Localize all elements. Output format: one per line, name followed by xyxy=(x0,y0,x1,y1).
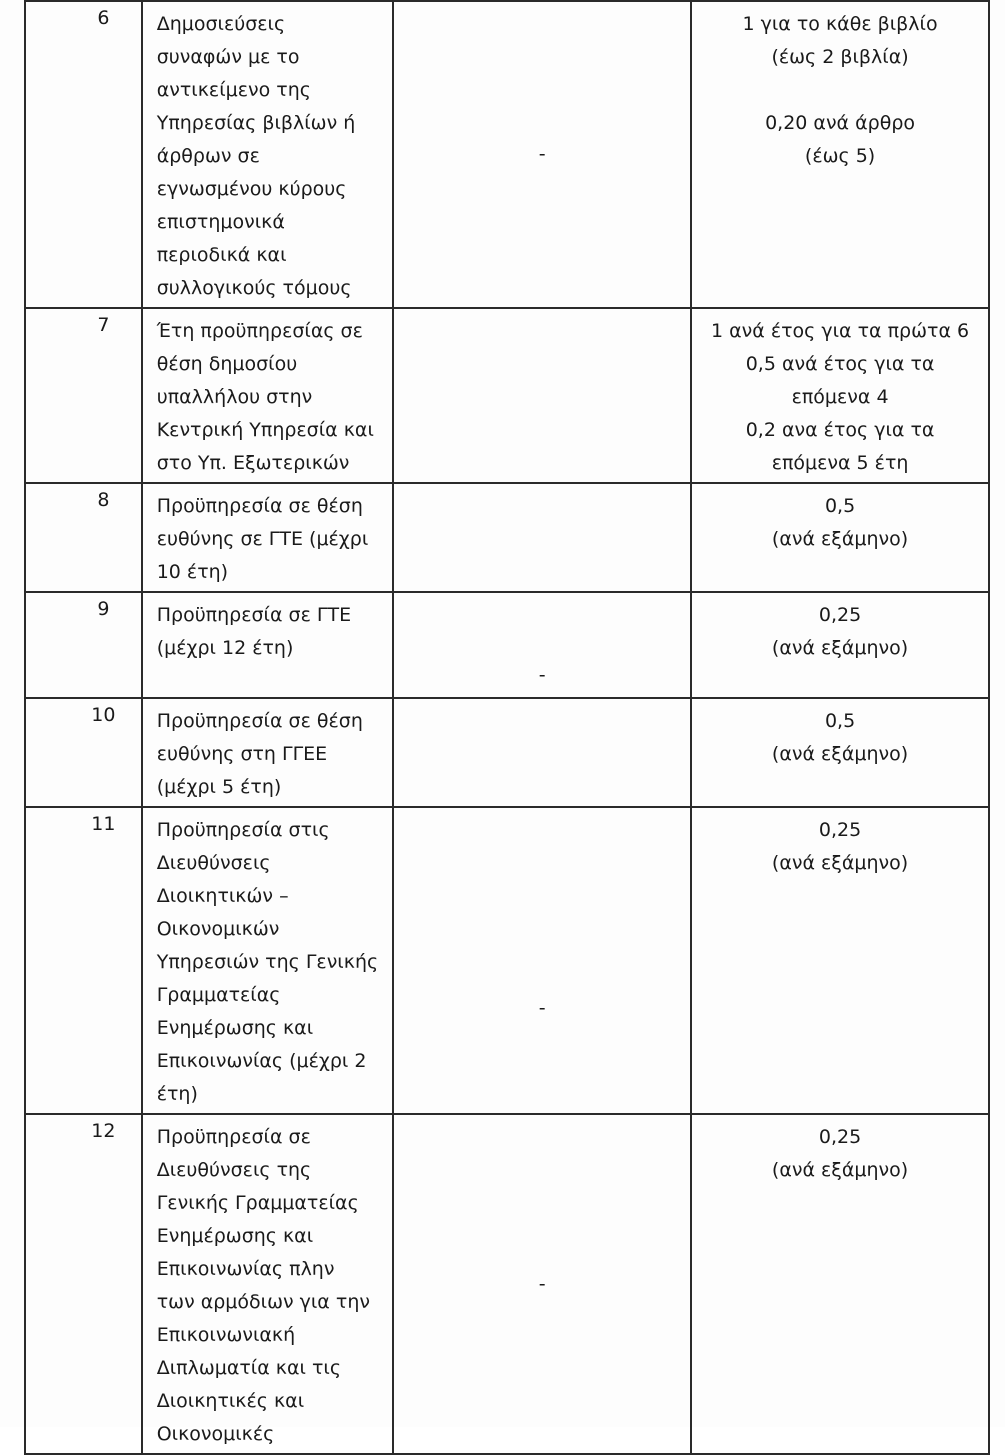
score-cell xyxy=(691,807,989,1114)
row-number-cell xyxy=(25,698,142,807)
score-cell xyxy=(691,308,989,483)
table-row xyxy=(25,1114,989,1454)
description-line: Γενικής Γραμματείας xyxy=(156,1192,359,1214)
description-line: Γραμματείας xyxy=(156,984,281,1006)
row-number-cell xyxy=(25,483,142,592)
middle-cell xyxy=(393,1114,691,1454)
score-cell xyxy=(691,592,989,698)
description-line: υπαλλήλου στην xyxy=(156,386,313,408)
score-cell xyxy=(691,698,989,807)
description-line: (μέχρι 5 έτη) xyxy=(156,776,282,798)
score-gap xyxy=(692,74,988,107)
middle-cell xyxy=(393,483,691,592)
description-line: Ενημέρωσης και xyxy=(156,1017,314,1039)
description-line: Έτη προϋπηρεσίας σε xyxy=(156,320,363,342)
score-line: (έως 5) xyxy=(804,145,876,167)
description-line: Διευθύνσεις της xyxy=(156,1159,312,1181)
score-line: (ανά εξάμηνο) xyxy=(771,1159,909,1181)
middle-cell xyxy=(393,698,691,807)
row-number: 6 xyxy=(97,7,110,29)
description-line: συλλογικούς τόμους xyxy=(156,277,352,299)
description-line: Προϋπηρεσία σε ΓΤΕ xyxy=(156,604,352,626)
row-number: 12 xyxy=(91,1120,116,1142)
description-cell xyxy=(142,1,394,308)
row-number: 7 xyxy=(97,314,110,336)
criteria-table xyxy=(24,0,990,1455)
score-line: 0,25 xyxy=(818,604,862,626)
score-line: (ανά εξάμηνο) xyxy=(771,852,909,874)
description-line: Οικονομικών xyxy=(156,918,280,940)
row-number: 9 xyxy=(97,598,110,620)
table-row xyxy=(25,483,989,592)
middle-value: - xyxy=(538,997,546,1019)
score-line: επόμενα 5 έτη xyxy=(771,452,909,474)
table-row xyxy=(25,308,989,483)
score-line: (ανά εξάμηνο) xyxy=(771,637,909,659)
row-number: 8 xyxy=(97,489,110,511)
description-line: Δημοσιεύσεις xyxy=(156,13,286,35)
description-line: Κεντρική Υπηρεσία και xyxy=(156,419,374,441)
description-line: Οικονομικές xyxy=(156,1423,275,1445)
description-line: Επικοινωνιακή xyxy=(156,1324,296,1346)
description-line: των αρμόδιων για την xyxy=(156,1291,370,1313)
middle-value: - xyxy=(538,663,546,686)
score-line: 0,25 xyxy=(818,819,862,841)
row-number-cell xyxy=(25,1114,142,1454)
table-row xyxy=(25,698,989,807)
middle-value: - xyxy=(538,1272,546,1295)
score-line: 0,5 xyxy=(824,710,856,732)
score-line: 0,5 ανά έτος για τα xyxy=(745,353,935,375)
middle-value: - xyxy=(538,143,546,165)
description-cell xyxy=(142,698,394,807)
row-number: 11 xyxy=(91,813,116,835)
description-cell xyxy=(142,483,394,592)
row-number-cell xyxy=(25,1,142,308)
description-line: Ενημέρωσης και xyxy=(156,1225,314,1247)
table-row xyxy=(25,807,989,1114)
row-number-cell xyxy=(25,807,142,1114)
description-cell xyxy=(142,807,394,1114)
score-line: 0,20 ανά άρθρο xyxy=(765,112,916,134)
description-line: Υπηρεσίας βιβλίων ή xyxy=(156,112,356,134)
description-line: Διευθύνσεις xyxy=(156,852,271,874)
description-cell xyxy=(142,592,394,698)
description-cell xyxy=(142,1114,394,1454)
description-line: στο Υπ. Εξωτερικών xyxy=(156,452,350,474)
description-line: Προϋπηρεσία σε xyxy=(156,1126,311,1148)
description-line: αντικείμενο της xyxy=(156,79,311,101)
score-line: (ανά εξάμηνο) xyxy=(771,528,909,550)
score-line: (έως 2 βιβλία) xyxy=(771,46,909,68)
middle-cell xyxy=(393,592,691,698)
description-line: έτη) xyxy=(156,1083,198,1105)
description-line: Επικοινωνίας (μέχρι 2 xyxy=(156,1050,367,1072)
description-line: Διοικητικές και xyxy=(156,1390,305,1412)
description-line: συναφών με το xyxy=(156,46,300,68)
description-line: Προϋπηρεσία στις xyxy=(156,819,330,841)
description-line: εγνωσμένου κύρους xyxy=(156,178,347,200)
score-cell xyxy=(691,1,989,308)
description-cell xyxy=(142,308,394,483)
description-line: θέση δημοσίου xyxy=(156,353,298,375)
score-cell xyxy=(691,483,989,592)
score-line: 1 για το κάθε βιβλίο xyxy=(742,13,938,35)
table-row xyxy=(25,592,989,698)
description-line: Υπηρεσιών της Γενικής xyxy=(156,951,379,973)
description-line: Προϋπηρεσία σε θέση xyxy=(156,495,363,517)
score-cell xyxy=(691,1114,989,1454)
description-line: περιοδικά και xyxy=(156,244,287,266)
description-line: επιστημονικά xyxy=(156,211,285,233)
description-line: ευθύνης σε ΓΤΕ (μέχρι xyxy=(156,528,369,550)
row-number-cell xyxy=(25,308,142,483)
description-line: (μέχρι 12 έτη) xyxy=(156,637,294,659)
description-line: Επικοινωνίας πλην xyxy=(156,1258,335,1280)
score-line: 0,25 xyxy=(818,1126,862,1148)
description-line: Διπλωματία και τις xyxy=(156,1357,341,1379)
description-line: άρθρων σε xyxy=(156,145,260,167)
description-line: 10 έτη) xyxy=(156,561,229,583)
middle-cell xyxy=(393,308,691,483)
middle-cell xyxy=(393,807,691,1114)
score-line: (ανά εξάμηνο) xyxy=(771,743,909,765)
score-line: 0,5 xyxy=(824,495,856,517)
score-line: επόμενα 4 xyxy=(791,386,889,408)
score-line: 0,2 ανα έτος για τα xyxy=(745,419,935,441)
score-line: 1 ανά έτος για τα πρώτα 6 xyxy=(711,320,970,342)
table-row xyxy=(25,1,989,308)
row-number-cell xyxy=(25,592,142,698)
description-line: Προϋπηρεσία σε θέση xyxy=(156,710,363,732)
description-line: Διοικητικών – xyxy=(156,885,289,907)
middle-cell xyxy=(393,1,691,308)
row-number: 10 xyxy=(91,704,116,726)
description-line: ευθύνης στη ΓΓΕΕ xyxy=(156,743,328,765)
